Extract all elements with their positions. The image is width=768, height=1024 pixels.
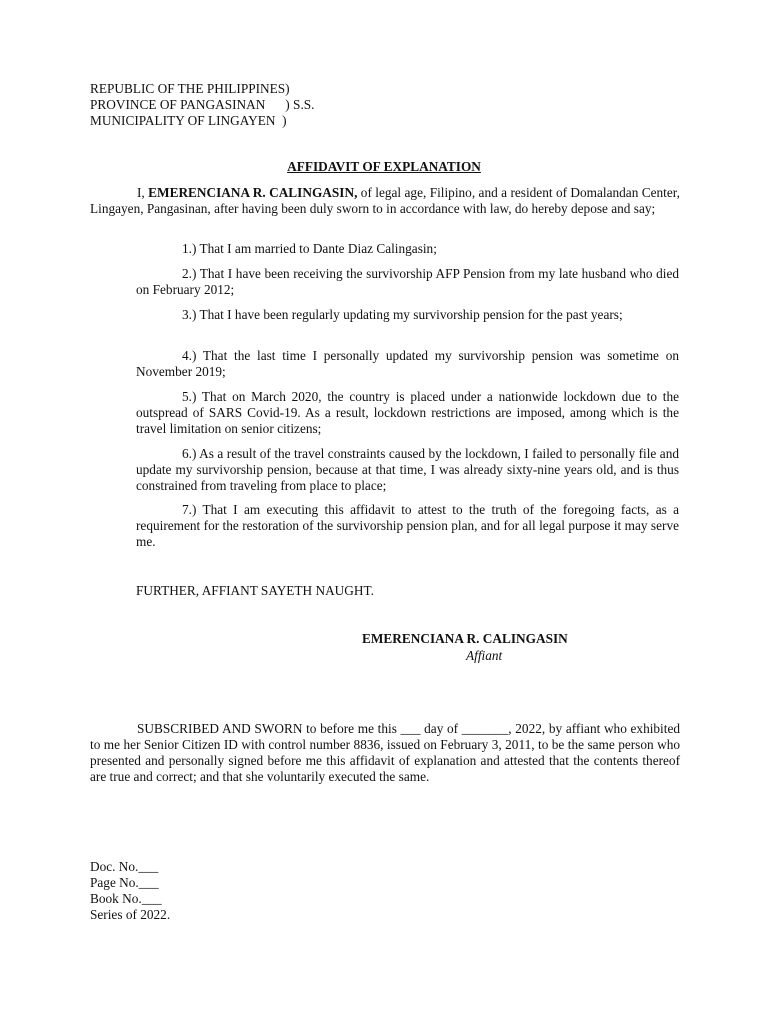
intro-paragraph (90, 185, 680, 217)
venue-line-province: PROVINCE OF PANGASINAN ) S.S. (90, 97, 315, 112)
further-statement: FURTHER, AFFIANT SAYETH NAUGHT. (136, 583, 374, 598)
document-title: AFFIDAVIT OF EXPLANATION (287, 159, 481, 174)
affiant-name-inline: EMERENCIANA R. CALINGASIN, (148, 185, 358, 200)
item-3: 3.) That I have been regularly updating my survivorship pension for the past years; (182, 307, 623, 322)
book-number: Book No.___ (90, 891, 162, 906)
page-number: Page No.___ (90, 875, 159, 890)
intro-prefix: I, (137, 185, 149, 200)
item-2: 2.) That I have been receiving the survivorship AFP Pension from my late husband who died on February 2012; (136, 266, 679, 297)
item-7: 7.) That I am executing this affidavit to attest to the truth of the foregoing facts, as a requirement for the restoration of the survivorship pension plan, and for all legal purpose it may serve me. (136, 502, 679, 549)
signature-name: EMERENCIANA R. CALINGASIN (362, 631, 568, 646)
venue-line-republic: REPUBLIC OF THE PHILIPPINES) (90, 81, 290, 96)
venue-line-municipality: MUNICIPALITY OF LINGAYEN ) (90, 113, 287, 128)
jurat-paragraph: SUBSCRIBED AND SWORN to before me this ___ day of _______, 2022, by affiant who exhibited to me her Senior Citizen ID with control number 8836, issued on February 3, 2011, to be the same person who presented and personally signed before me this affidavit of explanation and attested that the contents thereof are true and correct; and that she voluntarily executed the same. (90, 721, 680, 784)
series-year: Series of 2022. (90, 907, 171, 922)
doc-number: Doc. No.___ (90, 859, 159, 874)
item-4: 4.) That the last time I personally updated my survivorship pension was sometime on November 2019; (136, 348, 679, 379)
signature-role: Affiant (466, 648, 503, 663)
item-5: 5.) That on March 2020, the country is placed under a nationwide lockdown due to the outspread of SARS Covid-19. As a result, lockdown restrictions are imposed, among which is the travel limitation on senior citizens; (136, 389, 679, 436)
intro-rest: of legal age, Filipino, and a resident of Domalandan Center, Lingayen, Pangasinan, after having been duly sworn to in accordance with law, do hereby depose and say; (90, 185, 680, 216)
item-6: 6.) As a result of the travel constraints caused by the lockdown, I failed to personally file and update my survivorship pension, because at that time, I was already sixty-nine years old, and is thus constrained from traveling from place to place; (136, 446, 679, 493)
item-1: 1.) That I am married to Dante Diaz Calingasin; (182, 241, 437, 256)
